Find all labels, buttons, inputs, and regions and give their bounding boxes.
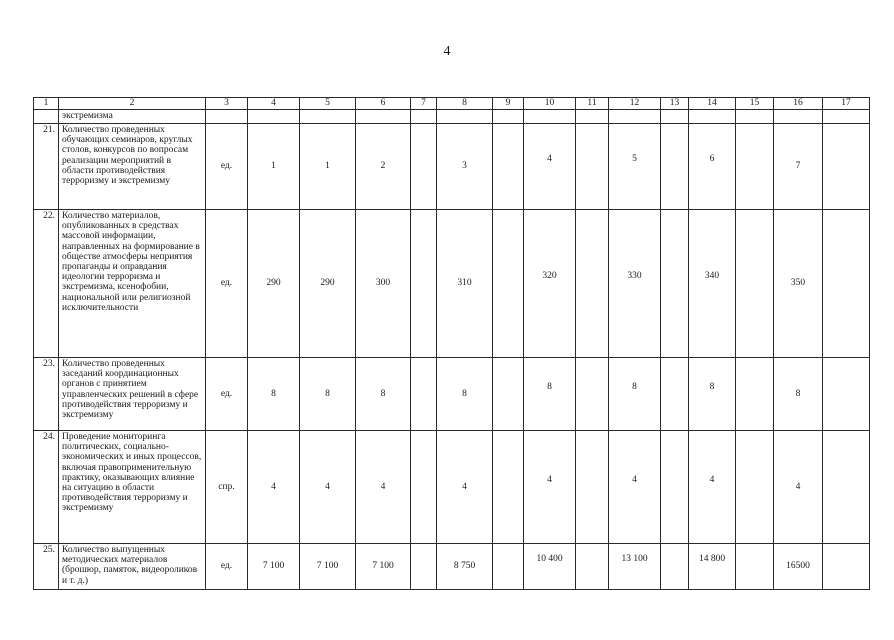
value-cell: 1: [248, 124, 300, 210]
column-number-8: 8: [437, 98, 493, 110]
value-cell: 16500: [774, 544, 823, 590]
indicators-table: [33, 97, 870, 590]
value-cell: [661, 358, 689, 431]
value-cell: 350: [774, 210, 823, 358]
value-cell: 300: [356, 210, 411, 358]
page-number: 4: [443, 44, 451, 59]
unit-cell: ед.: [206, 124, 248, 210]
value-cell: [411, 124, 437, 210]
value-cell: 10 400: [524, 544, 576, 590]
value-cell: 5: [609, 124, 661, 210]
value-cell: 2: [356, 124, 411, 210]
column-number-16: 16: [774, 98, 823, 110]
column-number-3: 3: [206, 98, 248, 110]
value-cell: 4: [524, 124, 576, 210]
value-cell: 4: [248, 431, 300, 544]
column-number-10: 10: [524, 98, 576, 110]
column-number-14: 14: [689, 98, 736, 110]
value-cell: [576, 210, 609, 358]
value-cell: 8: [356, 358, 411, 431]
value-cell: [736, 124, 774, 210]
value-cell: 14 800: [689, 544, 736, 590]
column-number-5: 5: [300, 98, 356, 110]
value-cell: 310: [437, 210, 493, 358]
indicator-name: Проведение мониторинга политических, социально-экономических и иных процессов, включая правоприменительную практику, оказывающих влияние на ситуацию в области противодействия терроризму и экстремизму: [59, 431, 206, 544]
column-number-4: 4: [248, 98, 300, 110]
value-cell: 7 100: [356, 544, 411, 590]
value-cell: [661, 124, 689, 210]
table-row: [34, 210, 870, 358]
indicator-name: Количество проведенных заседаний координационных органов с принятием управленческих решений в сфере противодействия терроризму и экстремизму: [59, 358, 206, 431]
value-cell: 8 750: [437, 544, 493, 590]
column-number-2: 2: [59, 98, 206, 110]
column-number-1: 1: [34, 98, 59, 110]
value-cell: 8: [300, 358, 356, 431]
value-cell: [576, 124, 609, 210]
value-cell: 290: [300, 210, 356, 358]
value-cell: 7 100: [248, 544, 300, 590]
value-cell: [661, 210, 689, 358]
unit-cell: спр.: [206, 431, 248, 544]
value-cell: [576, 544, 609, 590]
value-cell: [736, 210, 774, 358]
value-cell: 4: [300, 431, 356, 544]
value-cell: 6: [689, 124, 736, 210]
value-cell: [736, 544, 774, 590]
value-cell: [411, 431, 437, 544]
value-cell: [661, 544, 689, 590]
value-cell: 4: [524, 431, 576, 544]
continuation-text: экстремизма: [59, 110, 206, 124]
value-cell: 4: [689, 431, 736, 544]
value-cell: 340: [689, 210, 736, 358]
value-cell: [411, 358, 437, 431]
unit-cell: ед.: [206, 544, 248, 590]
column-number-6: 6: [356, 98, 411, 110]
value-cell: 8: [524, 358, 576, 431]
unit-cell: ед.: [206, 210, 248, 358]
row-number: 23.: [34, 358, 59, 431]
indicator-name: Количество проведенных обучающих семинаров, круглых столов, конкурсов по вопросам реализации мероприятий в области противодействия терроризму и экстремизму: [59, 124, 206, 210]
column-number-row: [34, 98, 870, 110]
value-cell: [411, 544, 437, 590]
value-cell: 8: [689, 358, 736, 431]
value-cell: [493, 210, 524, 358]
row-number: 25.: [34, 544, 59, 590]
value-cell: [576, 358, 609, 431]
value-cell: [823, 358, 870, 431]
value-cell: 320: [524, 210, 576, 358]
unit-cell: ед.: [206, 358, 248, 431]
value-cell: [823, 544, 870, 590]
value-cell: 4: [609, 431, 661, 544]
value-cell: [576, 431, 609, 544]
row-number: 24.: [34, 431, 59, 544]
table-row: [34, 124, 870, 210]
value-cell: [823, 431, 870, 544]
value-cell: [823, 210, 870, 358]
column-number-13: 13: [661, 98, 689, 110]
indicator-name: Количество материалов, опубликованных в средствах массовой информации, направленных на формирование в обществе атмосферы неприятия пропаганды и оправдания идеологии терроризма и экстремизма, ксенофобии, национальной или религиозной исключительности: [59, 210, 206, 358]
value-cell: 8: [437, 358, 493, 431]
value-cell: 8: [774, 358, 823, 431]
table-row: [34, 358, 870, 431]
value-cell: 4: [774, 431, 823, 544]
value-cell: 330: [609, 210, 661, 358]
column-number-11: 11: [576, 98, 609, 110]
value-cell: [493, 431, 524, 544]
continuation-row: [34, 110, 870, 124]
value-cell: [736, 431, 774, 544]
column-number-12: 12: [609, 98, 661, 110]
column-number-9: 9: [493, 98, 524, 110]
row-number: 21.: [34, 124, 59, 210]
value-cell: 4: [356, 431, 411, 544]
column-number-17: 17: [823, 98, 870, 110]
value-cell: 3: [437, 124, 493, 210]
column-number-15: 15: [736, 98, 774, 110]
value-cell: 1: [300, 124, 356, 210]
value-cell: 7 100: [300, 544, 356, 590]
row-number: 22.: [34, 210, 59, 358]
value-cell: 13 100: [609, 544, 661, 590]
value-cell: [736, 358, 774, 431]
indicator-name: Количество выпущенных методических материалов (брошюр, памяток, видеороликов и т. д.): [59, 544, 206, 590]
value-cell: 7: [774, 124, 823, 210]
column-number-7: 7: [411, 98, 437, 110]
value-cell: [493, 544, 524, 590]
table-row: [34, 544, 870, 590]
value-cell: [411, 210, 437, 358]
value-cell: 290: [248, 210, 300, 358]
value-cell: 4: [437, 431, 493, 544]
value-cell: 8: [609, 358, 661, 431]
value-cell: [493, 358, 524, 431]
value-cell: [823, 124, 870, 210]
value-cell: 8: [248, 358, 300, 431]
value-cell: [661, 431, 689, 544]
value-cell: [493, 124, 524, 210]
table-row: [34, 431, 870, 544]
